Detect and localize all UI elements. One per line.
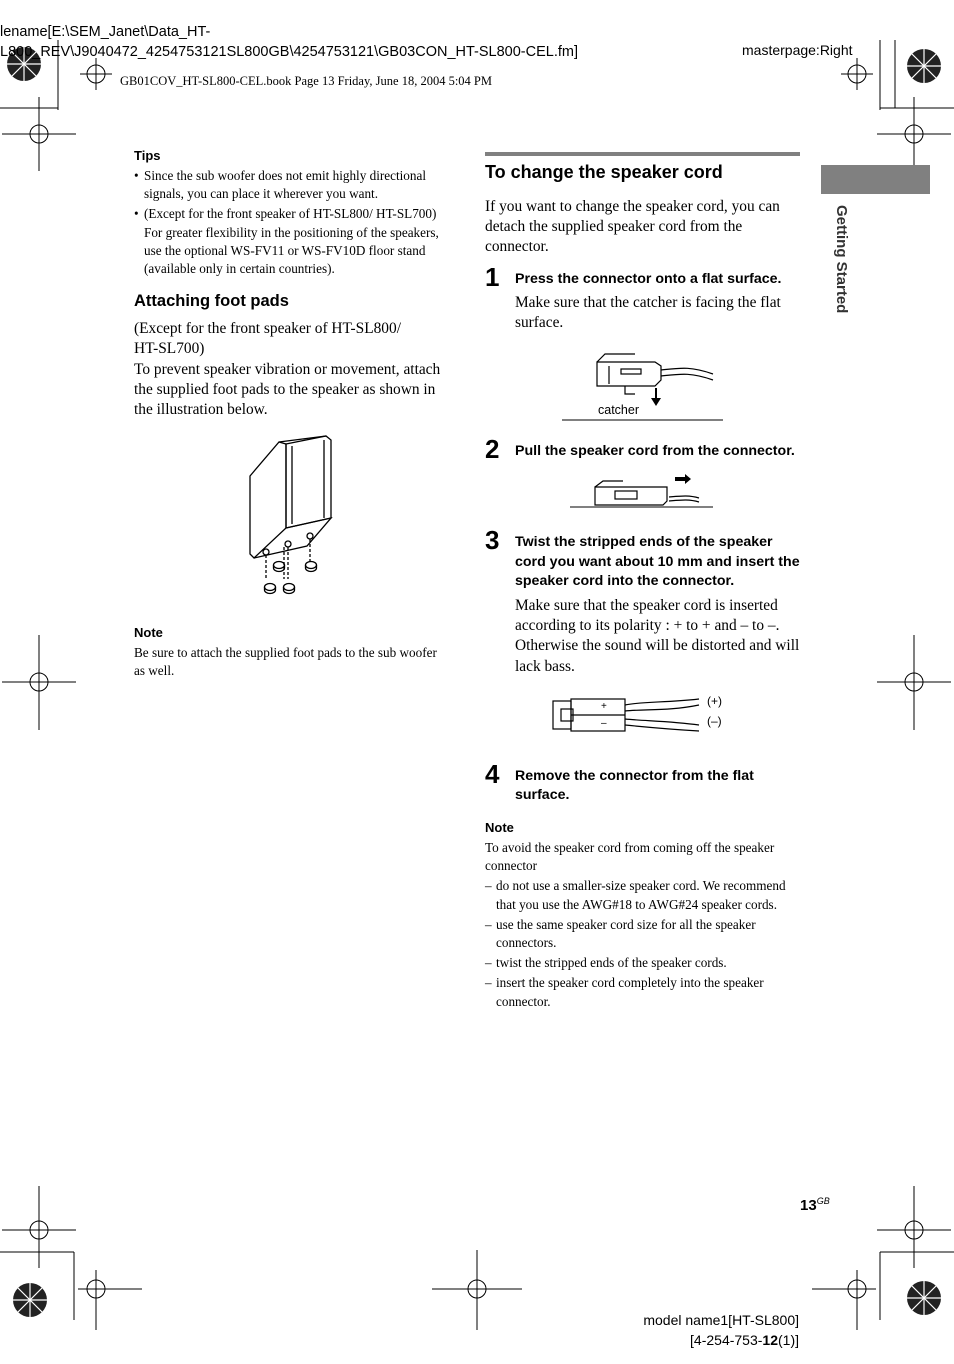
page-suffix: GB <box>816 1196 830 1206</box>
filename-line-1: lename[E:\SEM_Janet\Data_HT- <box>0 24 211 40</box>
section-tab <box>821 165 930 194</box>
foot-pads-line-1: (Except for the front speaker of HT-SL800/ <box>134 320 401 338</box>
polarity-illustration <box>485 691 800 741</box>
note-heading: Note <box>134 625 163 641</box>
foot-pads-illustration <box>134 434 449 609</box>
page-number-value: 13 <box>800 1197 817 1214</box>
footer <box>600 1310 799 1350</box>
foot-pads-text: To prevent speaker vibration or movement, attach the supplied foot pads to the speaker as shown in the illustration below. <box>134 360 441 419</box>
note-text: Be sure to attach the supplied foot pads to the sub woofer as well. <box>134 645 437 679</box>
step-3 <box>485 525 800 677</box>
note-item: – do not use a smaller-size speaker cord. We recommend that you use the AWG#18 to AWG#24 speaker cords. <box>485 877 800 913</box>
step-title: Remove the connector from the flat surface. <box>515 767 754 804</box>
section-rule <box>485 152 800 156</box>
note-heading: Note <box>485 819 514 835</box>
note-item: – insert the speaker cord completely into the speaker connector. <box>485 974 800 1010</box>
step-number: 4 <box>485 758 500 789</box>
step-title: Press the connector onto a flat surface. <box>515 270 782 287</box>
section-heading: To change the speaker cord <box>485 162 723 182</box>
step-number: 2 <box>485 433 500 464</box>
filename-header <box>0 22 578 62</box>
plus-label: (+) <box>707 693 722 708</box>
tip-item: • Since the sub woofer does not emit highly directional signals, you can place it wherever you want. <box>134 167 449 203</box>
left-column <box>134 148 449 681</box>
footer-code-bold: 12 <box>762 1332 778 1348</box>
minus-label: (–) <box>707 713 722 728</box>
masterpage-label: masterpage:Right <box>742 42 853 58</box>
step-title: Pull the speaker cord from the connector. <box>515 442 795 459</box>
foot-pads-line-2: HT-SL700) <box>134 340 205 358</box>
plus-mark: + <box>601 700 607 712</box>
footer-code-pre: [4-254-753- <box>690 1332 763 1348</box>
footer-code-post: (1)] <box>778 1332 799 1348</box>
step-text: Make sure that the catcher is facing the flat surface. <box>515 294 781 332</box>
note-list <box>485 877 800 1010</box>
minus-mark: – <box>601 717 607 729</box>
filename-line-2: L800_REV\J9040472_4254753121SL800GB\4254753121\GB03CON_HT-SL800-CEL.fm] <box>0 44 578 60</box>
foot-pads-intro <box>134 319 449 420</box>
step-text: Make sure that the speaker cord is inserted according to its polarity : + to + and – to –. Otherwise the sound will be distorted and will lack bass. <box>515 596 800 675</box>
step-4 <box>485 758 800 806</box>
section-tab-label: Getting Started <box>833 205 850 314</box>
step-2 <box>485 433 800 464</box>
step-1 <box>485 261 800 334</box>
section-intro: If you want to change the speaker cord, you can detach the supplied speaker cord from the connector. <box>485 198 780 256</box>
catcher-label: catcher <box>598 402 639 417</box>
tips-list <box>134 167 449 278</box>
foot-pads-heading: Attaching foot pads <box>134 292 289 311</box>
tip-item: • (Except for the front speaker of HT-SL800/ HT-SL700) For greater flexibility in the positioning of the speakers, use the optional WS-FV11 or WS-FV10D floor stand (available only in certain countries). <box>134 205 449 278</box>
note-item: – use the same speaker cord size for all the speaker connectors. <box>485 916 800 952</box>
book-info-line: GB01COV_HT-SL800-CEL.book Page 13 Friday, June 18, 2004 5:04 PM <box>120 74 492 88</box>
step-number: 3 <box>485 525 500 556</box>
page-number <box>800 1196 830 1214</box>
footer-model: model name1[HT-SL800] <box>643 1312 799 1328</box>
step-number: 1 <box>485 261 500 292</box>
tips-heading: Tips <box>134 148 161 163</box>
note-item: – twist the stripped ends of the speaker cords. <box>485 954 800 972</box>
footer-code <box>600 1330 799 1350</box>
cord-pull-illustration <box>485 473 800 513</box>
step-title: Twist the stripped ends of the speaker cord you want about 10 mm and insert the speaker cord into the connector. <box>515 534 800 590</box>
right-column <box>485 152 800 1013</box>
note-intro: To avoid the speaker cord from coming off the speaker connector <box>485 839 775 874</box>
connector-press-illustration <box>485 344 800 424</box>
